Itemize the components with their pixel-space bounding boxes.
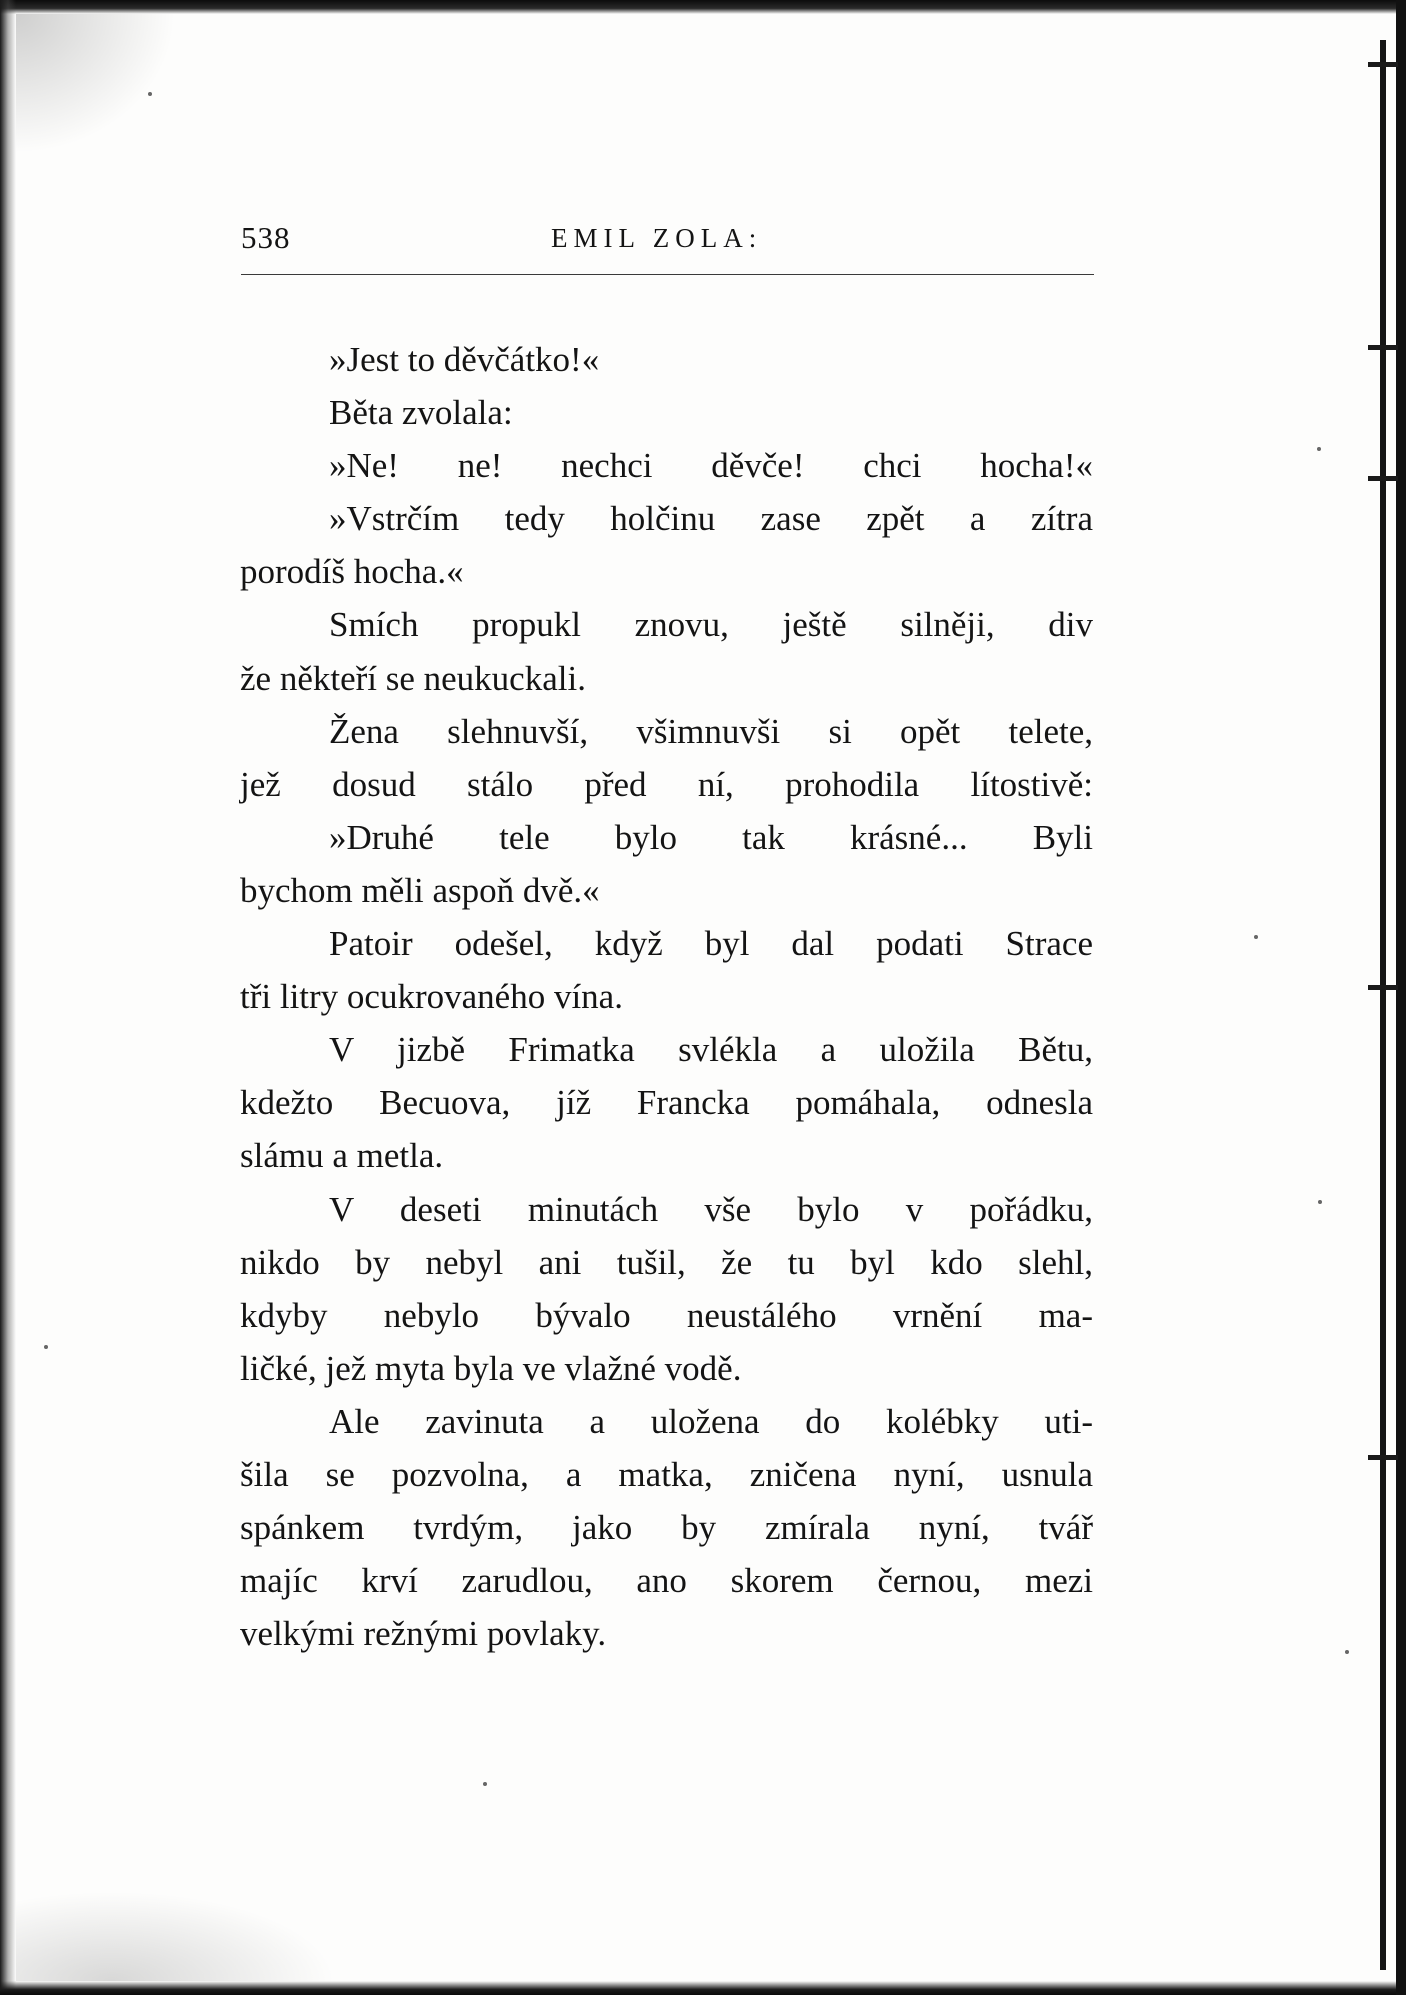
text-line: ličké, jež myta byla ve vlažné vodě. (240, 1348, 742, 1388)
text-line: slámu a metla. (240, 1136, 444, 1176)
binding-rail (1380, 40, 1386, 1970)
scan-speck (1318, 1200, 1322, 1204)
text-line: kdežto Becuova, jíž Francka pomáhala, odnesla (240, 1083, 1093, 1123)
scan-edge-top (0, 0, 1406, 14)
text-line: nikdo by nebyl ani tušil, že tu byl kdo slehl, (240, 1242, 1093, 1282)
text-line: »Druhé tele bylo tak krásné... Byli (329, 817, 1093, 857)
book-binding (1350, 0, 1406, 1995)
scan-edge-left (0, 0, 16, 1995)
scan-speck (44, 1345, 48, 1349)
scan-smudge-bottom-left (16, 1891, 336, 1981)
text-line: V deseti minutách vše bylo v pořádku, (329, 1189, 1093, 1229)
binding-stitch (1368, 1455, 1398, 1460)
binding-stitch (1368, 62, 1398, 67)
text-line: Ale zavinuta a uložena do kolébky uti- (329, 1401, 1093, 1441)
text-line: »Vstrčím tedy holčinu zase zpět a zítra (329, 499, 1093, 539)
scan-speck (148, 92, 152, 96)
text-line: spánkem tvrdým, jako by zmírala nyní, tvář (240, 1508, 1093, 1548)
page-number: 538 (241, 220, 291, 255)
text-line: jež dosud stálo před ní, prohodila lítostivě: (240, 764, 1093, 804)
text-line: že někteří se neukuckali. (240, 658, 586, 698)
binding-stitch (1368, 345, 1398, 350)
text-line: Patoir odešel, když byl dal podati Strace (329, 924, 1093, 964)
text-line: Běta zvolala: (329, 393, 513, 433)
scan-smudge-top-left (16, 14, 176, 154)
text-line: Žena slehnuvší, všimnuvši si opět telete, (329, 711, 1093, 751)
text-line: bychom měli aspoň dvě.« (240, 870, 600, 910)
text-line: porodíš hocha.« (240, 552, 464, 592)
scan-edge-bottom (0, 1981, 1406, 1995)
scan-speck (1317, 447, 1321, 451)
text-line: kdyby nebylo bývalo neustálého vrnění ma- (240, 1295, 1093, 1335)
text-line: tři litry ocukrovaného vína. (240, 977, 623, 1017)
scan-speck (1254, 935, 1258, 939)
running-head (241, 220, 1094, 270)
text-line: Smích propukl znovu, ještě silněji, div (329, 605, 1093, 645)
scan-speck (1345, 1650, 1349, 1654)
text-line: velkými režnými povlaky. (240, 1614, 607, 1654)
text-line: šila se pozvolna, a matka, zničena nyní, usnula (240, 1454, 1093, 1494)
running-title: EMIL ZOLA: (551, 223, 763, 253)
header-rule (241, 274, 1094, 275)
binding-stitch (1368, 476, 1398, 481)
scan-speck (483, 1782, 487, 1786)
binding-stitch (1368, 985, 1398, 990)
text-line: »Jest to děvčátko!« (329, 340, 600, 379)
body-text (240, 333, 1093, 1660)
text-line: majíc krví zarudlou, ano skorem černou, mezi (240, 1561, 1093, 1601)
text-line: V jizbě Frimatka svlékla a uložila Bětu, (329, 1030, 1093, 1070)
binding-edge (1396, 0, 1406, 1995)
text-line: »Ne! ne! nechci děvče! chci hocha!« (329, 446, 1093, 486)
